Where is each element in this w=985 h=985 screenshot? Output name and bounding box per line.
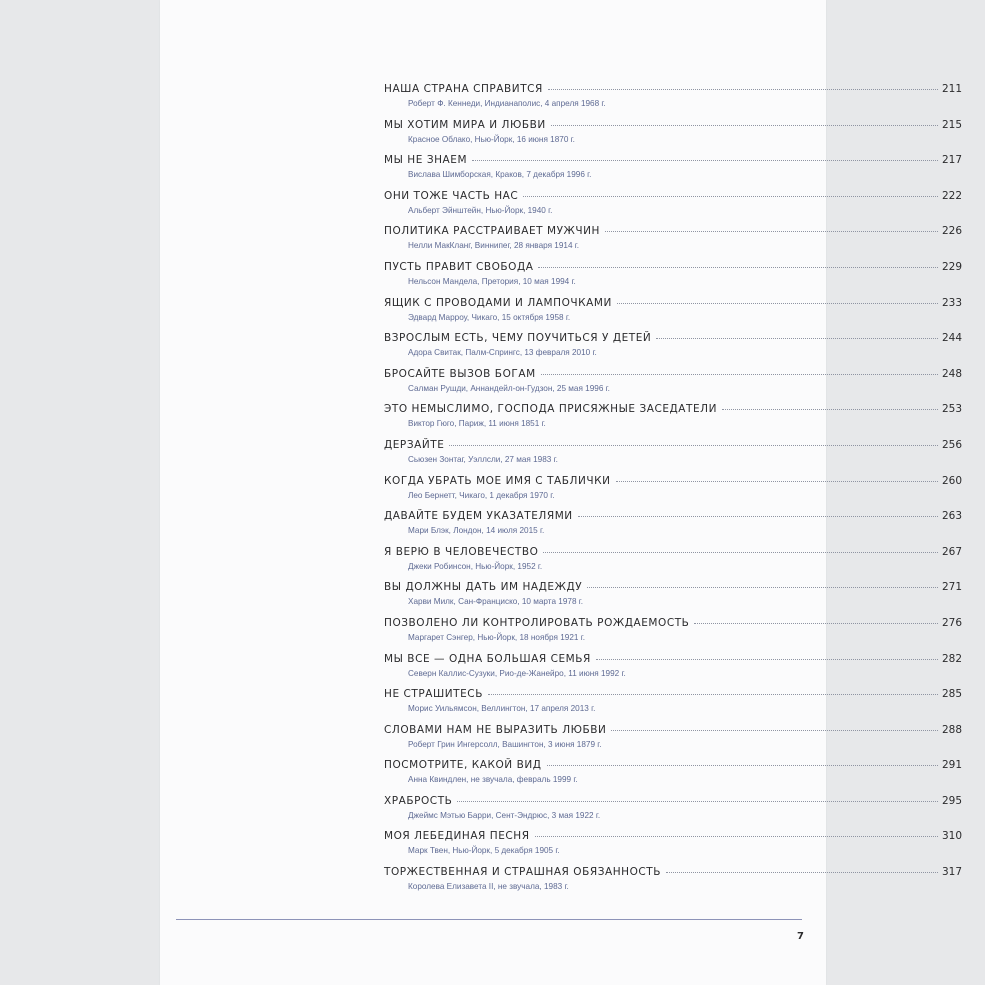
toc-entry[interactable] — [384, 795, 962, 831]
toc-entry[interactable] — [384, 297, 962, 333]
toc-entry-title: ХРАБРОСТЬ — [384, 794, 453, 807]
toc-entry-source: Маргарет Сэнгер, Нью-Йорк, 18 ноября 1921 г. — [408, 632, 585, 642]
toc-entry-source: Джеймс Мэтью Барри, Сент-Эндрюс, 3 мая 1922 г. — [408, 810, 601, 820]
toc-entry-page: 310 — [941, 830, 962, 843]
toc-entry-title: ПОЛИТИКА РАССТРАИВАЕТ МУЖЧИН — [384, 225, 601, 238]
toc-entry-row — [384, 830, 962, 845]
toc-entry[interactable] — [384, 653, 962, 689]
dot-leader — [472, 160, 938, 161]
toc-entry-row — [384, 403, 962, 418]
dot-leader — [587, 587, 938, 588]
toc-entry-page: 248 — [941, 367, 962, 380]
toc-entry-row — [384, 724, 962, 739]
footer-rule — [176, 919, 802, 920]
toc-entry-source: Мари Блэк, Лондон, 14 июля 2015 г. — [408, 526, 545, 536]
dot-leader — [656, 338, 938, 339]
toc-entry-row — [384, 119, 962, 134]
toc-entry-source: Роберт Грин Ингерсолл, Вашингтон, 3 июня 1879 г. — [408, 739, 602, 749]
toc-entry-title: БРОСАЙТЕ ВЫЗОВ БОГАМ — [384, 367, 536, 380]
toc-entry-page: 317 — [941, 866, 962, 879]
toc-entry-row — [384, 546, 962, 561]
toc-entry-page: 282 — [941, 652, 962, 665]
toc-entry-source: Лео Бернетт, Чикаго, 1 декабря 1970 г. — [408, 490, 555, 500]
toc-entry-title: Я ВЕРЮ В ЧЕЛОВЕЧЕСТВО — [384, 545, 539, 558]
toc-entry-title: ПУСТЬ ПРАВИТ СВОБОДА — [384, 260, 534, 273]
toc-entry-title: МЫ ВСЕ — ОДНА БОЛЬШАЯ СЕМЬЯ — [384, 652, 591, 665]
toc-entry[interactable] — [384, 759, 962, 795]
toc-entry-source: Роберт Ф. Кеннеди, Индианаполис, 4 апреля 1968 г. — [408, 99, 606, 108]
dot-leader — [617, 303, 938, 304]
toc-entry-row — [384, 261, 962, 276]
toc-entry[interactable] — [384, 830, 962, 866]
toc-entry-title: ПОСМОТРИТЕ, КАКОЙ ВИД — [384, 759, 542, 772]
toc-entry-title: СЛОВАМИ НАМ НЕ ВЫРАЗИТЬ ЛЮБВИ — [384, 723, 607, 736]
toc-entry-title: ПОЗВОЛЕНО ЛИ КОНТРОЛИРОВАТЬ РОЖДАЕМОСТЬ — [384, 616, 690, 629]
toc-entry[interactable] — [384, 617, 962, 653]
toc-entry-source: Нелли МакКланг, Виннипег, 28 января 1914 г. — [408, 241, 580, 251]
dot-leader — [611, 730, 938, 731]
toc-entry-page: 260 — [941, 474, 962, 487]
table-of-contents — [384, 83, 962, 902]
toc-entry[interactable] — [384, 724, 962, 760]
toc-entry-source: Королева Елизавета II, не звучала, 1983 г. — [408, 882, 569, 892]
toc-entry[interactable] — [384, 546, 962, 582]
toc-entry-page: 244 — [941, 332, 962, 345]
toc-entry-title: НЕ СТРАШИТЕСЬ — [384, 688, 483, 701]
dot-leader — [547, 765, 938, 766]
toc-entry-source: Северн Каллис-Сузуки, Рио-де-Жанейро, 11 июня 1992 г. — [408, 668, 626, 678]
dot-leader — [541, 374, 938, 375]
toc-entry-page: 263 — [941, 510, 962, 523]
toc-entry-source: Салман Рушди, Аннандейл-он-Гудзон, 25 мая 1996 г. — [408, 383, 610, 393]
toc-entry-row — [384, 368, 962, 383]
toc-entry-page: 229 — [941, 260, 962, 273]
toc-entry-title: ОНИ ТОЖЕ ЧАСТЬ НАС — [384, 189, 519, 202]
dot-leader — [605, 231, 938, 232]
dot-leader — [551, 125, 938, 126]
toc-entry[interactable] — [384, 332, 962, 368]
toc-entry-source: Джеки Робинсон, Нью-Йорк, 1952 г. — [408, 561, 543, 571]
toc-entry-row — [384, 190, 962, 205]
toc-entry[interactable] — [384, 688, 962, 724]
dot-leader — [543, 552, 938, 553]
toc-entry-source: Сьюзен Зонтаг, Уэллсли, 27 мая 1983 г. — [408, 454, 558, 464]
toc-entry-row — [384, 617, 962, 632]
toc-entry[interactable] — [384, 475, 962, 511]
toc-entry-row — [384, 510, 962, 525]
dot-leader — [457, 801, 938, 802]
toc-entry-row — [384, 154, 962, 169]
toc-entry-row — [384, 759, 962, 774]
toc-entry[interactable] — [384, 439, 962, 475]
toc-entry-source: Харви Милк, Сан-Франциско, 10 марта 1978 г. — [408, 597, 584, 607]
dot-leader — [449, 445, 938, 446]
toc-entry[interactable] — [384, 225, 962, 261]
toc-entry-page: 291 — [941, 759, 962, 772]
dot-leader — [548, 89, 938, 90]
page-number: 7 — [797, 931, 804, 942]
toc-entry-page: 233 — [941, 296, 962, 309]
toc-entry-source: Адора Свитак, Палм-Спрингс, 13 февраля 2010 г. — [408, 348, 597, 358]
toc-entry[interactable] — [384, 261, 962, 297]
dot-leader — [578, 516, 938, 517]
toc-entry-source: Нельсон Мандела, Претория, 10 мая 1994 г. — [408, 276, 576, 286]
dot-leader — [535, 836, 938, 837]
toc-entry-row — [384, 866, 962, 881]
toc-entry-title: МЫ НЕ ЗНАЕМ — [384, 154, 468, 167]
dot-leader — [538, 267, 938, 268]
toc-entry-page: 211 — [941, 83, 962, 95]
toc-entry-row — [384, 83, 962, 98]
toc-entry[interactable] — [384, 581, 962, 617]
dot-leader — [616, 481, 938, 482]
toc-entry-row — [384, 225, 962, 240]
toc-entry-source: Анна Квиндлен, не звучала, февраль 1999 г. — [408, 775, 578, 785]
toc-entry-row — [384, 688, 962, 703]
toc-entry-title: ВЗРОСЛЫМ ЕСТЬ, ЧЕМУ ПОУЧИТЬСЯ У ДЕТЕЙ — [384, 332, 652, 345]
toc-entry-title: ДЕРЗАЙТЕ — [384, 438, 445, 451]
toc-entry-title: НАША СТРАНА СПРАВИТСЯ — [384, 83, 543, 95]
dot-leader — [596, 659, 938, 660]
toc-entry-source: Марк Твен, Нью-Йорк, 5 декабря 1905 г. — [408, 846, 560, 856]
toc-entry-page: 256 — [941, 438, 962, 451]
toc-entry[interactable] — [384, 403, 962, 439]
toc-entry-row — [384, 475, 962, 490]
toc-entry-page: 271 — [941, 581, 962, 594]
toc-entry-title: ДАВАЙТЕ БУДЕМ УКАЗАТЕЛЯМИ — [384, 510, 573, 523]
toc-entry-source: Виктор Гюго, Париж, 11 июня 1851 г. — [408, 419, 546, 429]
toc-entry-page: 288 — [941, 723, 962, 736]
toc-entry-row — [384, 653, 962, 668]
dot-leader — [523, 196, 938, 197]
toc-entry[interactable] — [384, 368, 962, 404]
toc-entry[interactable] — [384, 119, 962, 155]
toc-entry-page: 222 — [941, 189, 962, 202]
dot-leader — [694, 623, 938, 624]
toc-entry-page: 215 — [941, 118, 962, 131]
toc-entry-row — [384, 332, 962, 347]
toc-entry-page: 285 — [941, 688, 962, 701]
toc-entry-row — [384, 581, 962, 596]
toc-entry-page: 295 — [941, 794, 962, 807]
toc-entry-source: Морис Уильямсон, Веллингтон, 17 апреля 2013 г. — [408, 704, 596, 714]
toc-entry-title: ЯЩИК С ПРОВОДАМИ И ЛАМПОЧКАМИ — [384, 296, 612, 309]
dot-leader — [666, 872, 938, 873]
toc-entry-row — [384, 795, 962, 810]
toc-entry-title: КОГДА УБРАТЬ МОЕ ИМЯ С ТАБЛИЧКИ — [384, 474, 611, 487]
toc-entry-title: ВЫ ДОЛЖНЫ ДАТЬ ИМ НАДЕЖДУ — [384, 581, 583, 594]
toc-entry[interactable] — [384, 83, 962, 119]
toc-entry-title: ТОРЖЕСТВЕННАЯ И СТРАШНАЯ ОБЯЗАННОСТЬ — [384, 866, 662, 879]
toc-entry-page: 276 — [941, 616, 962, 629]
toc-entry-row — [384, 297, 962, 312]
toc-entry-page: 217 — [941, 154, 962, 167]
toc-entry-source: Альберт Эйнштейн, Нью-Йорк, 1940 г. — [408, 205, 553, 215]
dot-leader — [722, 409, 938, 410]
dot-leader — [488, 694, 938, 695]
toc-entry-row — [384, 439, 962, 454]
toc-entry-title: МЫ ХОТИМ МИРА И ЛЮБВИ — [384, 118, 546, 131]
toc-entry-page: 226 — [941, 225, 962, 238]
toc-entry[interactable] — [384, 190, 962, 226]
book-page — [160, 0, 962, 985]
toc-entry[interactable] — [384, 866, 962, 902]
toc-entry[interactable] — [384, 510, 962, 546]
toc-entry-source: Красное Облако, Нью-Йорк, 16 июня 1870 г. — [408, 134, 575, 144]
toc-entry-source: Эдвард Марроу, Чикаго, 15 октября 1958 г. — [408, 312, 571, 322]
toc-entry-page: 267 — [941, 545, 962, 558]
toc-entry-title: МОЯ ЛЕБЕДИНАЯ ПЕСНЯ — [384, 830, 530, 843]
toc-entry-page: 253 — [941, 403, 962, 416]
toc-entry[interactable] — [384, 154, 962, 190]
toc-entry-title: ЭТО НЕМЫСЛИМО, ГОСПОДА ПРИСЯЖНЫЕ ЗАСЕДАТЕЛИ — [384, 403, 718, 416]
toc-entry-source: Вислава Шимборская, Краков, 7 декабря 1996 г. — [408, 170, 592, 180]
